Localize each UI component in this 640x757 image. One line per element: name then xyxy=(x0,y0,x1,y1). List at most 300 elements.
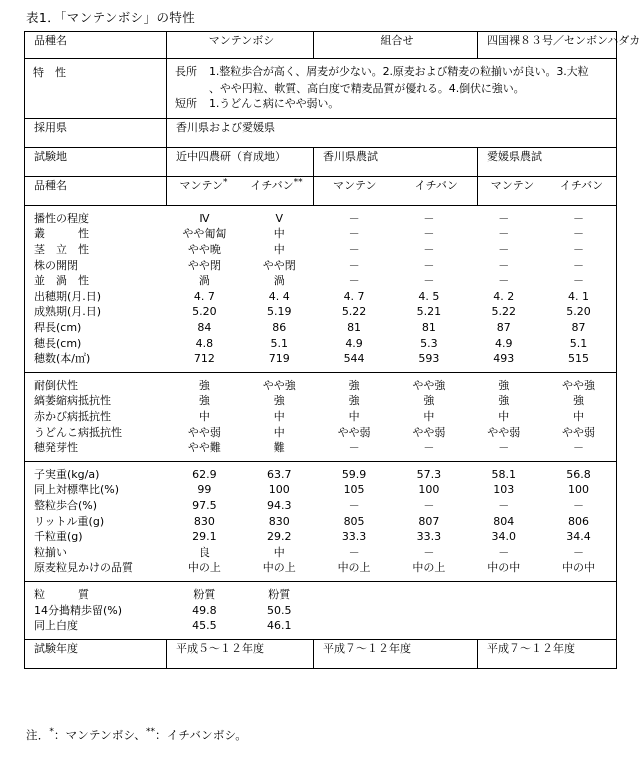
data-cell: 544 xyxy=(343,352,365,366)
data-cell: 34.0 xyxy=(491,530,516,544)
data-cell: 中 xyxy=(198,410,210,423)
data-cell: やや強 xyxy=(262,378,296,392)
data-cell: 804 xyxy=(493,514,515,528)
data-cell: 5.22 xyxy=(341,305,367,319)
trial-years-3-text: 平成７～１２年度 xyxy=(487,641,575,655)
data-cell: 59.9 xyxy=(341,467,367,481)
data-cell: 712 xyxy=(193,352,215,366)
data-cell: 中の上 xyxy=(187,561,221,575)
data-cell: 4.9 xyxy=(494,336,513,350)
data-row xyxy=(25,273,616,289)
data-row xyxy=(25,378,616,394)
data-cell: 719 xyxy=(268,352,290,366)
data-row-label: 同上対標準比(%) xyxy=(34,483,120,497)
data-cell: 5.1 xyxy=(270,336,288,350)
cell-characteristics-label xyxy=(25,59,167,119)
data-cell: 中の上 xyxy=(262,561,296,575)
data-cell: － xyxy=(348,258,360,272)
data-cell: 強 xyxy=(423,394,435,408)
cell-site-2 xyxy=(314,147,478,176)
data-row-label: 整粒歩合(%) xyxy=(34,498,98,512)
data-row-values xyxy=(167,226,616,242)
data-row-values xyxy=(167,258,616,274)
data-cell: 34.4 xyxy=(566,530,591,544)
data-row xyxy=(25,425,616,441)
cell-variety-header-group-1 xyxy=(167,176,314,205)
data-row xyxy=(25,258,616,274)
data-cell: － xyxy=(573,441,585,455)
data-cell: 強 xyxy=(198,378,210,392)
data-cell: － xyxy=(498,243,510,257)
data-row-values xyxy=(167,289,616,305)
data-row xyxy=(25,603,616,619)
data-row xyxy=(25,482,616,498)
data-row-values xyxy=(167,482,616,498)
table-row-block-3 xyxy=(25,461,617,581)
data-row-label: 耐倒伏性 xyxy=(34,378,78,392)
table-row-sites xyxy=(25,147,617,176)
data-cell: 58.1 xyxy=(491,467,516,481)
data-cell: 強 xyxy=(198,394,210,408)
data-cell: 493 xyxy=(493,352,515,366)
footnote-mark-1: * xyxy=(222,177,228,188)
data-cell xyxy=(541,603,616,619)
data-cell: 29.2 xyxy=(266,530,292,544)
data-cell: 5.21 xyxy=(416,305,442,319)
data-cell: － xyxy=(498,545,510,559)
data-row-label: 稈長(cm) xyxy=(34,321,82,335)
data-cell: － xyxy=(573,227,585,241)
cell-variety-header-group-3 xyxy=(478,176,617,205)
data-cell: － xyxy=(348,441,360,455)
data-cell: 33.3 xyxy=(416,530,442,544)
data-row xyxy=(25,514,616,530)
data-cell: 87 xyxy=(571,321,586,335)
data-cell xyxy=(466,618,541,634)
data-row-label: 赤かび病抵抗性 xyxy=(34,410,111,423)
data-row-label: 14分搗精歩留(%) xyxy=(34,603,123,617)
block-4-rows xyxy=(25,587,616,634)
data-cell: 593 xyxy=(418,352,440,366)
data-cell xyxy=(541,618,616,634)
data-cell: Ⅴ xyxy=(275,211,283,225)
merit-text-2: 、やや円粒、軟質、高白度で精麦品質が優れる。4.倒伏に強い。 xyxy=(209,81,525,95)
data-cell: － xyxy=(423,211,435,225)
data-row-label: 茎 立 性 xyxy=(34,243,89,257)
data-cell: － xyxy=(423,258,435,272)
data-cell: 強 xyxy=(498,394,510,408)
data-cell: 105 xyxy=(343,483,365,497)
data-cell: － xyxy=(423,441,435,455)
data-cell: やや弱 xyxy=(487,425,521,439)
data-row xyxy=(25,289,616,305)
footnote-text-1: ：マンテンボシ、 xyxy=(53,728,147,742)
data-cell: やや強 xyxy=(412,378,446,392)
cell-variety-label xyxy=(25,32,167,59)
data-cell: 56.8 xyxy=(566,467,591,481)
data-cell: 4. 7 xyxy=(193,289,215,303)
data-cell: 中 xyxy=(273,410,285,423)
data-row xyxy=(25,440,616,456)
data-row-values xyxy=(167,378,616,394)
cell-site-3 xyxy=(478,147,617,176)
data-cell: 100 xyxy=(268,483,290,497)
cell-trial-years-1 xyxy=(167,639,314,668)
data-row-values xyxy=(167,273,616,289)
data-row xyxy=(25,467,616,483)
data-cell: 4.8 xyxy=(195,336,214,350)
data-cell: 63.7 xyxy=(266,467,292,481)
table-row-characteristics xyxy=(25,59,617,119)
cell-variety-header-label xyxy=(25,176,167,205)
data-cell: 渦 xyxy=(198,274,210,288)
data-row xyxy=(25,226,616,242)
footnote-prefix: 注． xyxy=(26,728,50,742)
data-cell: 805 xyxy=(343,514,365,528)
data-row-label: 粒 質 xyxy=(34,587,89,601)
data-cell: 強 xyxy=(498,378,510,392)
data-cell: 中 xyxy=(273,227,285,241)
data-row-label: 並 渦 性 xyxy=(34,274,89,288)
merit-text-1: 1.整粒歩合が高く、屑麦が少ない。2.原麦および精麦の粒揃いが良い。3.大粒 xyxy=(209,65,589,78)
data-cell: － xyxy=(348,498,360,512)
data-row-values xyxy=(167,409,616,425)
data-cell: 84 xyxy=(197,321,212,335)
data-cell: 97.5 xyxy=(192,498,217,512)
data-cell: やや弱 xyxy=(412,425,446,439)
data-row-label: 播性の程度 xyxy=(34,211,89,225)
variety-header-split-1 xyxy=(167,177,313,193)
cell-sites-label xyxy=(25,147,167,176)
data-row xyxy=(25,242,616,258)
data-cell: 45.5 xyxy=(192,619,217,633)
data-cell: － xyxy=(423,243,435,257)
data-cell: 中 xyxy=(273,243,285,257)
data-cell: 4. 4 xyxy=(268,289,290,303)
data-cell: 4. 2 xyxy=(493,289,515,303)
data-cell: 830 xyxy=(193,514,215,528)
data-cell: 中の中 xyxy=(487,561,521,575)
data-row-values xyxy=(167,529,616,545)
data-row-label: リットル重(g) xyxy=(34,514,105,528)
data-cell: 渦 xyxy=(273,274,285,288)
data-cell: － xyxy=(498,441,510,455)
data-cell: 粉質 xyxy=(193,587,216,601)
data-row-values xyxy=(167,351,616,367)
data-row-label: 成熟期(月.日) xyxy=(34,305,102,319)
data-cell xyxy=(391,618,466,634)
variety-header-2a: マンテン xyxy=(333,178,377,192)
data-cell: 99 xyxy=(197,483,212,497)
data-row xyxy=(25,498,616,514)
data-cell xyxy=(317,603,392,619)
data-cell: 強 xyxy=(348,378,360,392)
data-cell: － xyxy=(498,211,510,225)
data-cell: 87 xyxy=(496,321,511,335)
data-row-label: 縞萎縮病抵抗性 xyxy=(34,394,111,408)
data-cell: やや匍匐 xyxy=(182,227,227,241)
data-row-values xyxy=(167,514,616,530)
data-cell: － xyxy=(573,545,585,559)
data-cell: 5.1 xyxy=(569,336,588,350)
cell-trial-years-3 xyxy=(478,639,617,668)
data-cell: やや閉 xyxy=(262,258,296,272)
data-cell: － xyxy=(348,211,360,225)
data-row-label: うどんこ病抵抗性 xyxy=(34,425,122,439)
data-cell xyxy=(391,587,466,603)
data-cell: 中 xyxy=(273,425,285,439)
data-cell: 強 xyxy=(573,394,585,408)
data-cell: 806 xyxy=(568,514,590,528)
cell-variety-name xyxy=(167,32,314,59)
data-cell: Ⅳ xyxy=(199,211,210,225)
data-row-values xyxy=(167,618,616,634)
data-row xyxy=(25,409,616,425)
data-cell: 5.20 xyxy=(566,305,591,319)
data-cell: やや晩 xyxy=(187,243,221,257)
data-cell: － xyxy=(423,545,435,559)
variety-header-1a: マンテン* xyxy=(179,177,228,192)
data-cell: 4.9 xyxy=(345,336,363,350)
data-cell: 中 xyxy=(573,410,585,423)
data-cell: 4. 5 xyxy=(418,289,440,303)
data-cell: 中 xyxy=(348,410,360,423)
data-row xyxy=(25,529,616,545)
block-2-rows xyxy=(25,378,616,456)
data-row-label: 穂発芽性 xyxy=(34,441,78,455)
data-cell: やや閉 xyxy=(187,258,221,272)
data-cell: 100 xyxy=(418,483,440,497)
data-cell: 中の上 xyxy=(412,561,446,575)
data-cell: 5.22 xyxy=(491,305,516,319)
data-row-label: 粒揃い xyxy=(34,545,67,559)
data-row-label: 子実重(kg/a) xyxy=(34,467,100,481)
data-row xyxy=(25,560,616,576)
data-cell: やや弱 xyxy=(187,425,221,439)
data-cell: 62.9 xyxy=(192,467,217,481)
data-row-label: 千粒重(g) xyxy=(34,530,83,544)
data-cell: － xyxy=(573,498,585,512)
cell-trial-years-label xyxy=(25,639,167,668)
data-cell: 807 xyxy=(418,514,440,528)
merit-line-1 xyxy=(175,64,612,80)
data-cell: 29.1 xyxy=(192,530,217,544)
site-2-text: 香川県農試 xyxy=(323,149,378,163)
data-row-values xyxy=(167,560,616,576)
cell-trial-years-2 xyxy=(314,639,478,668)
figure-caption: 表1．「マンテンボシ」の特性 xyxy=(26,10,196,25)
data-row xyxy=(25,393,616,409)
variety-name-text: マンテンボシ xyxy=(208,34,275,47)
data-row-values xyxy=(167,320,616,336)
data-row-label: 出穂期(月.日) xyxy=(34,289,102,303)
data-cell: － xyxy=(348,545,360,559)
data-cell: 57.3 xyxy=(416,467,442,481)
data-cell: － xyxy=(573,258,585,272)
table-row-block-1 xyxy=(25,205,617,372)
data-cell: － xyxy=(573,274,585,288)
data-cell: 粉質 xyxy=(268,587,291,601)
data-row-values xyxy=(167,393,616,409)
data-cell: 強 xyxy=(348,394,360,408)
cell-cross-label xyxy=(314,32,478,59)
site-1-text: 近中四農研（育成地） xyxy=(176,149,286,163)
data-row-values xyxy=(167,336,616,352)
data-cell xyxy=(317,587,392,603)
data-row-label: 穂数(本/㎡) xyxy=(34,352,91,366)
data-row xyxy=(25,211,616,227)
block-3-rows xyxy=(25,467,616,576)
cell-block-1 xyxy=(25,205,617,372)
data-row-values xyxy=(167,440,616,456)
data-cell xyxy=(466,603,541,619)
adoption-value-text: 香川県および愛媛県 xyxy=(176,120,275,134)
data-cell: 中 xyxy=(273,545,285,559)
data-cell: 強 xyxy=(273,394,285,408)
table-footnote xyxy=(26,727,247,743)
table-row-variety-header xyxy=(25,176,617,205)
data-cell xyxy=(317,618,392,634)
trial-years-label-text: 試験年度 xyxy=(34,641,78,655)
data-cell: 中 xyxy=(423,410,435,423)
variety-header-3b: イチバン xyxy=(559,178,604,192)
cell-cross-value xyxy=(478,32,640,59)
data-row-label: 穂長(cm) xyxy=(34,336,82,350)
demerit-text-1: 1.うどんこ病にやや弱い。 xyxy=(209,96,340,110)
data-cell: やや弱 xyxy=(562,425,596,439)
footnote-mark-single: * xyxy=(49,727,54,738)
variety-header-1b: イチバン** xyxy=(250,177,303,192)
data-cell: やや難 xyxy=(187,441,221,455)
footnote-text-2: ：イチバンボシ。 xyxy=(155,728,248,742)
trial-years-1-text: 平成５～１２年度 xyxy=(176,641,264,655)
data-cell: 33.3 xyxy=(341,530,367,544)
data-cell: 86 xyxy=(272,321,287,335)
cell-block-4 xyxy=(25,581,617,639)
data-cell: 103 xyxy=(493,483,515,497)
footnote-mark-2: ** xyxy=(293,177,303,188)
data-row-label: 株の開閉 xyxy=(34,258,78,272)
data-row-values xyxy=(167,242,616,258)
data-row-label: 原麦粒見かけの品質 xyxy=(34,561,133,575)
data-row-values xyxy=(167,211,616,227)
data-cell: 81 xyxy=(421,321,436,335)
block-1-rows xyxy=(25,211,616,367)
table-row-block-2 xyxy=(25,372,617,461)
data-cell: － xyxy=(423,274,435,288)
data-cell xyxy=(541,587,616,603)
data-cell: 100 xyxy=(568,483,590,497)
cell-adoption-label xyxy=(25,118,167,147)
cell-variety-header-group-2 xyxy=(314,176,478,205)
data-cell: 5.3 xyxy=(420,336,438,350)
data-cell: 46.1 xyxy=(266,619,292,633)
cross-value-text: 四国裸８３号／センボンハダカ xyxy=(487,34,640,47)
data-cell: 515 xyxy=(568,352,590,366)
characteristics-label-text: 特 性 xyxy=(33,66,66,79)
cell-block-2 xyxy=(25,372,617,461)
cell-block-3 xyxy=(25,461,617,581)
footnote-mark-double: ** xyxy=(146,727,156,738)
data-row-label: 叢 性 xyxy=(34,227,89,241)
data-row-values xyxy=(167,498,616,514)
adoption-label-text: 採用県 xyxy=(34,120,67,134)
variety-header-split-3 xyxy=(478,177,616,193)
data-cell: 5.19 xyxy=(266,305,292,319)
data-row xyxy=(25,320,616,336)
trial-years-2-text: 平成７～１２年度 xyxy=(323,641,411,655)
data-row xyxy=(25,304,616,320)
variety-header-split-2 xyxy=(314,177,477,193)
data-cell: 5.20 xyxy=(192,305,217,319)
characteristics-table xyxy=(24,31,640,669)
table-row-trial-years xyxy=(25,639,617,668)
data-row-values xyxy=(167,603,616,619)
cross-label-text: 組合せ xyxy=(380,34,414,47)
data-cell: 49.8 xyxy=(192,603,217,617)
data-cell: － xyxy=(498,274,510,288)
data-cell: 中の上 xyxy=(337,561,371,575)
data-cell: － xyxy=(348,274,360,288)
data-cell: － xyxy=(498,498,510,512)
data-cell: 難 xyxy=(273,441,285,455)
variety-label-text: 品種名 xyxy=(34,34,67,47)
data-cell: － xyxy=(423,498,435,512)
data-row-values xyxy=(167,304,616,320)
table-row-block-4 xyxy=(25,581,617,639)
data-cell: やや強 xyxy=(562,378,596,392)
demerit-tag: 短所 xyxy=(175,96,197,110)
data-cell: 中の中 xyxy=(562,561,596,575)
cell-adoption-value xyxy=(167,118,617,147)
data-cell: 4. 1 xyxy=(568,289,590,303)
variety-header-label-text: 品種名 xyxy=(34,178,67,192)
data-cell: 94.3 xyxy=(266,498,292,512)
data-row-values xyxy=(167,425,616,441)
data-row xyxy=(25,587,616,603)
data-row-values xyxy=(167,587,616,603)
data-cell xyxy=(391,603,466,619)
data-cell: 良 xyxy=(198,545,210,559)
data-row xyxy=(25,336,616,352)
data-cell xyxy=(466,587,541,603)
data-cell: － xyxy=(498,258,510,272)
table-row-variety-cross xyxy=(25,32,617,59)
data-row xyxy=(25,351,616,367)
merit-tag: 長所 xyxy=(175,65,197,78)
site-3-text: 愛媛県農試 xyxy=(487,149,542,163)
cell-characteristics-body xyxy=(167,59,617,119)
data-cell: 4. 7 xyxy=(343,289,365,303)
data-cell: 830 xyxy=(268,514,290,528)
data-cell: － xyxy=(348,227,360,241)
data-cell: － xyxy=(573,243,585,257)
data-row-values xyxy=(167,467,616,483)
variety-header-3a: マンテン xyxy=(490,178,535,192)
variety-header-2b: イチバン xyxy=(414,178,458,192)
sites-label-text: 試験地 xyxy=(34,149,67,163)
data-row xyxy=(25,545,616,561)
cell-site-1 xyxy=(167,147,314,176)
data-cell: － xyxy=(498,227,510,241)
data-cell: 中 xyxy=(498,410,510,423)
data-cell: － xyxy=(348,243,360,257)
table-row-adoption xyxy=(25,118,617,147)
data-cell: やや弱 xyxy=(337,425,371,439)
data-row-label: 同上白度 xyxy=(34,619,78,633)
data-cell: 81 xyxy=(347,321,362,335)
data-cell: 50.5 xyxy=(266,603,292,617)
